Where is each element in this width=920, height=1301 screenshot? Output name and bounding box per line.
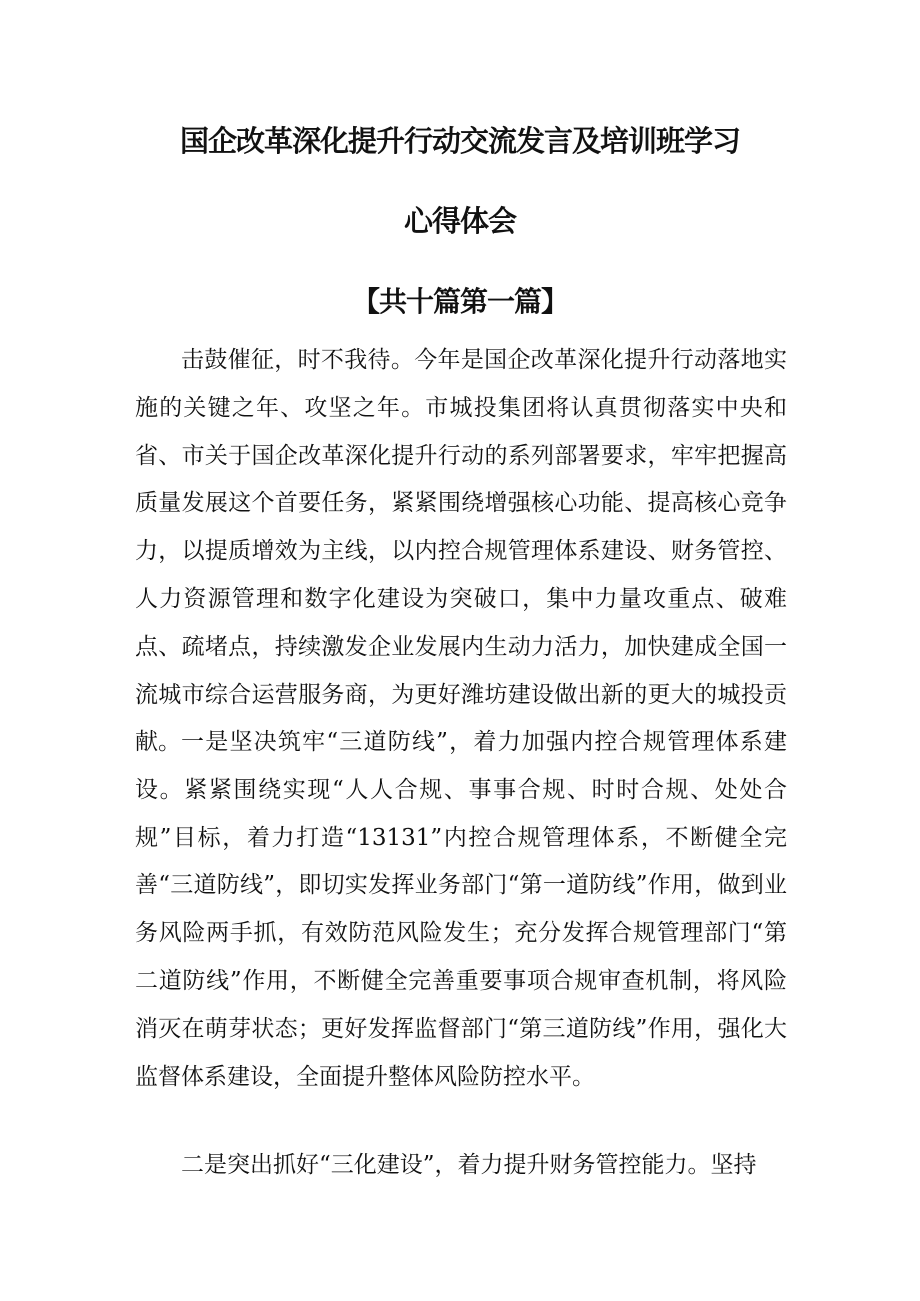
document-title-line1: 国企改革深化提升行动交流发言及培训班学习	[179, 124, 740, 158]
body-paragraph-2: 一是坚决筑牢“三道防线”，着力加强内控合规管理体系建设。紧紧围绕实现“人人合规、事事合规、时时合规、处处合规”目标，着力打造“13131”内控合规管理体系，不断健全完善“三道防线”，即切实发挥业务部门“第一道防线”作用，做到业务风险两手抓，有效防范风险发生；充分发挥合规管理部门“第二道防线”作用，不断健全完善重要事项合规审查机制，将风险消灭在萌芽状态；更好发挥监督部门“第三道防线”作用，强化大监督体系建设，全面提升整体风险防控水平。	[135, 729, 787, 1090]
body-paragraph-3: 二是突出抓好“三化建设”，着力提升财务管控能力。坚持	[181, 1152, 757, 1178]
body-paragraph-1: 击鼓催征，时不我待。今年是国企改革深化提升行动落地实施的关键之年、攻坚之年。市城投集团将认真贯彻落实中央和省、市关于国企改革深化提升行动的系列部署要求，牢牢把握高质量发展这个首要任务，紧紧围绕增强核心功能、提高核心竞争力，以提质增效为主线，以内控合规管理体系建设、财务管控、人力资源管理和数字化建设为突破口，集中力量攻重点、破难点、疏堵点，持续激发企业发展内生动力活力，加快建成全国一流城市综合运营服务商，为更好潍坊建设做出新的更大的城投贡献。	[135, 347, 787, 756]
document-subtitle: 【共十篇第一篇】	[351, 285, 568, 318]
document-title-line2: 心得体会	[403, 204, 516, 238]
